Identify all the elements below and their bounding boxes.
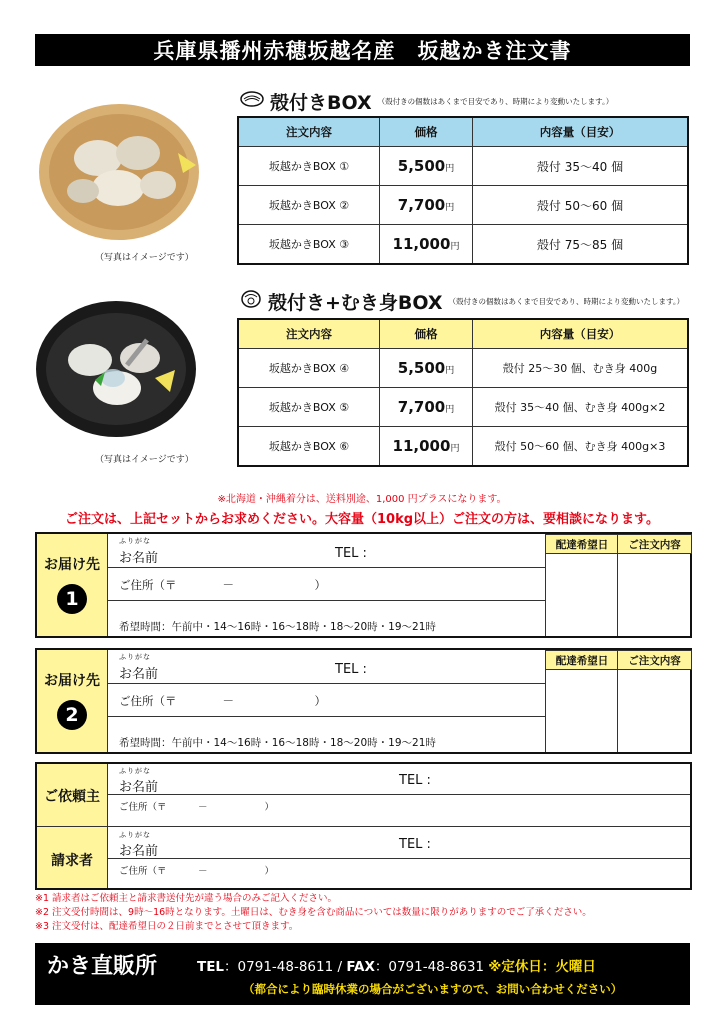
- oyster-shell-photo: [38, 103, 200, 241]
- item-price: 5,500円: [380, 147, 473, 186]
- requester-label: ご依頼主: [44, 789, 100, 805]
- tel-number[interactable]: ：0791-48-8611 /: [224, 959, 343, 975]
- col-order-content: ご注文内容: [617, 650, 692, 670]
- col-order-content: ご注文内容: [617, 534, 692, 554]
- furigana-label: ふりがな: [119, 767, 151, 775]
- col-header: 内容量（目安）: [473, 319, 689, 349]
- address-label[interactable]: ご住所（〒 － ）: [119, 866, 275, 877]
- delivery-number: 2: [57, 700, 87, 730]
- item-content: 殻付 35〜40 個、むき身 400g×2: [473, 388, 689, 427]
- delivery-form-1: [35, 532, 692, 638]
- box2-title-text: 殻付き+むき身BOX: [268, 292, 443, 314]
- col-header: 内容量（目安）: [473, 117, 689, 147]
- shop-name: かき直販所: [47, 954, 158, 979]
- delivery-label: お届け先: [44, 557, 100, 573]
- furigana-label: ふりがな: [119, 831, 151, 839]
- address-label[interactable]: ご住所（〒 － ）: [119, 694, 326, 708]
- item-price: 7,700円: [380, 388, 473, 427]
- tel-label[interactable]: TEL :: [399, 837, 431, 852]
- photo-caption: （写真はイメージです）: [95, 253, 194, 263]
- footnotes: [35, 892, 695, 934]
- tel-label: TEL: [197, 959, 225, 975]
- contact-line: [197, 955, 596, 975]
- item-price: 5,500円: [380, 349, 473, 388]
- name-label[interactable]: お名前: [119, 844, 159, 859]
- box1-note: （殻付きの個数はあくまで目安であり、時期により変動いたします。）: [377, 97, 614, 106]
- box1-title: [240, 88, 613, 115]
- col-header: 価格: [380, 319, 473, 349]
- furigana-label: ふりがな: [119, 653, 151, 661]
- table-row: [238, 225, 688, 265]
- col-header: 価格: [380, 117, 473, 147]
- address-label[interactable]: ご住所（〒 － ）: [119, 802, 275, 813]
- time-label[interactable]: 希望時間：午前中・14〜16時・16〜18時・18〜20時・19〜21時: [119, 737, 436, 749]
- oyster-icon: [240, 289, 262, 314]
- box2-price-table: [237, 318, 689, 467]
- tel-label[interactable]: TEL :: [399, 773, 431, 788]
- shipping-note: ※北海道・沖縄着分は、送料別途、1,000 円プラスになります。: [217, 494, 507, 505]
- footer-bar: [35, 943, 690, 1005]
- delivery-number: 1: [57, 584, 87, 614]
- item-price: 7,700円: [380, 186, 473, 225]
- name-label[interactable]: お名前: [119, 667, 159, 682]
- box2-note: （殻付きの個数はあくまで目安であり、時期により変動いたします。）: [448, 297, 685, 306]
- address-label[interactable]: ご住所（〒 － ）: [119, 578, 326, 592]
- table-row: [238, 349, 688, 388]
- oyster-icon: [240, 90, 264, 113]
- item-content: 殻付 50〜60 個、むき身 400g×3: [473, 427, 689, 467]
- table-row: [238, 147, 688, 186]
- col-delivery-date: 配達希望日: [545, 534, 619, 554]
- col-header: 注文内容: [238, 319, 380, 349]
- footnote: ※2 注文受付時間は、9時〜16時となります。土曜日は、むき身を含む商品については数量に限りがありますのでご了承ください。: [35, 907, 592, 918]
- item-name: 坂越かきBOX ①: [238, 147, 380, 186]
- delivery-form-2: [35, 648, 692, 754]
- furigana-label: ふりがな: [119, 537, 151, 545]
- table-row: [238, 427, 688, 467]
- page-title: 兵庫県播州赤穂坂越名産 坂越かき注文書: [35, 34, 690, 66]
- oyster-shucked-photo: [35, 300, 197, 438]
- item-content: 殻付 25〜30 個、むき身 400g: [473, 349, 689, 388]
- footnote: ※3 注文受付は、配達希望日の２日前までとさせて頂きます。: [35, 921, 299, 932]
- order-note: ご注文は、上記セットからお求めください。大容量（10kg以上）ご注文の方は、要相談になります。: [64, 512, 659, 527]
- item-content: 殻付 50〜60 個: [473, 186, 689, 225]
- photo-caption: （写真はイメージです）: [95, 455, 194, 465]
- box1-price-table: [237, 116, 689, 265]
- footer-notice: （都合により臨時休業の場合がございますので、お問い合わせください）: [243, 982, 623, 996]
- item-name: 坂越かきBOX ⑥: [238, 427, 380, 467]
- delivery-label: お届け先: [44, 673, 100, 689]
- box1-title-text: 殻付きBOX: [270, 92, 372, 114]
- billing-label: 請求者: [51, 853, 93, 869]
- table-row: [238, 186, 688, 225]
- item-name: 坂越かきBOX ⑤: [238, 388, 380, 427]
- name-label[interactable]: お名前: [119, 780, 159, 795]
- item-price: 11,000円: [380, 225, 473, 265]
- fax-label: FAX: [346, 959, 375, 975]
- col-header: 注文内容: [238, 117, 380, 147]
- item-content: 殻付 75〜85 個: [473, 225, 689, 265]
- name-label[interactable]: お名前: [119, 551, 159, 566]
- time-label[interactable]: 希望時間：午前中・14〜16時・16〜18時・18〜20時・19〜21時: [119, 621, 436, 633]
- tel-label[interactable]: TEL :: [335, 662, 367, 677]
- item-name: 坂越かきBOX ④: [238, 349, 380, 388]
- item-content: 殻付 35〜40 個: [473, 147, 689, 186]
- tel-label[interactable]: TEL :: [335, 546, 367, 561]
- holiday-note: ※定休日：火曜日: [488, 959, 596, 975]
- fax-number: ：0791-48-8631: [374, 959, 484, 975]
- box2-title: [240, 288, 684, 315]
- col-delivery-date: 配達希望日: [545, 650, 619, 670]
- table-row: [238, 388, 688, 427]
- item-price: 11,000円: [380, 427, 473, 467]
- requester-form: [35, 762, 692, 890]
- item-name: 坂越かきBOX ②: [238, 186, 380, 225]
- item-name: 坂越かきBOX ③: [238, 225, 380, 265]
- footnote: ※1 請求者はご依頼主と請求書送付先が違う場合のみご記入ください。: [35, 893, 338, 904]
